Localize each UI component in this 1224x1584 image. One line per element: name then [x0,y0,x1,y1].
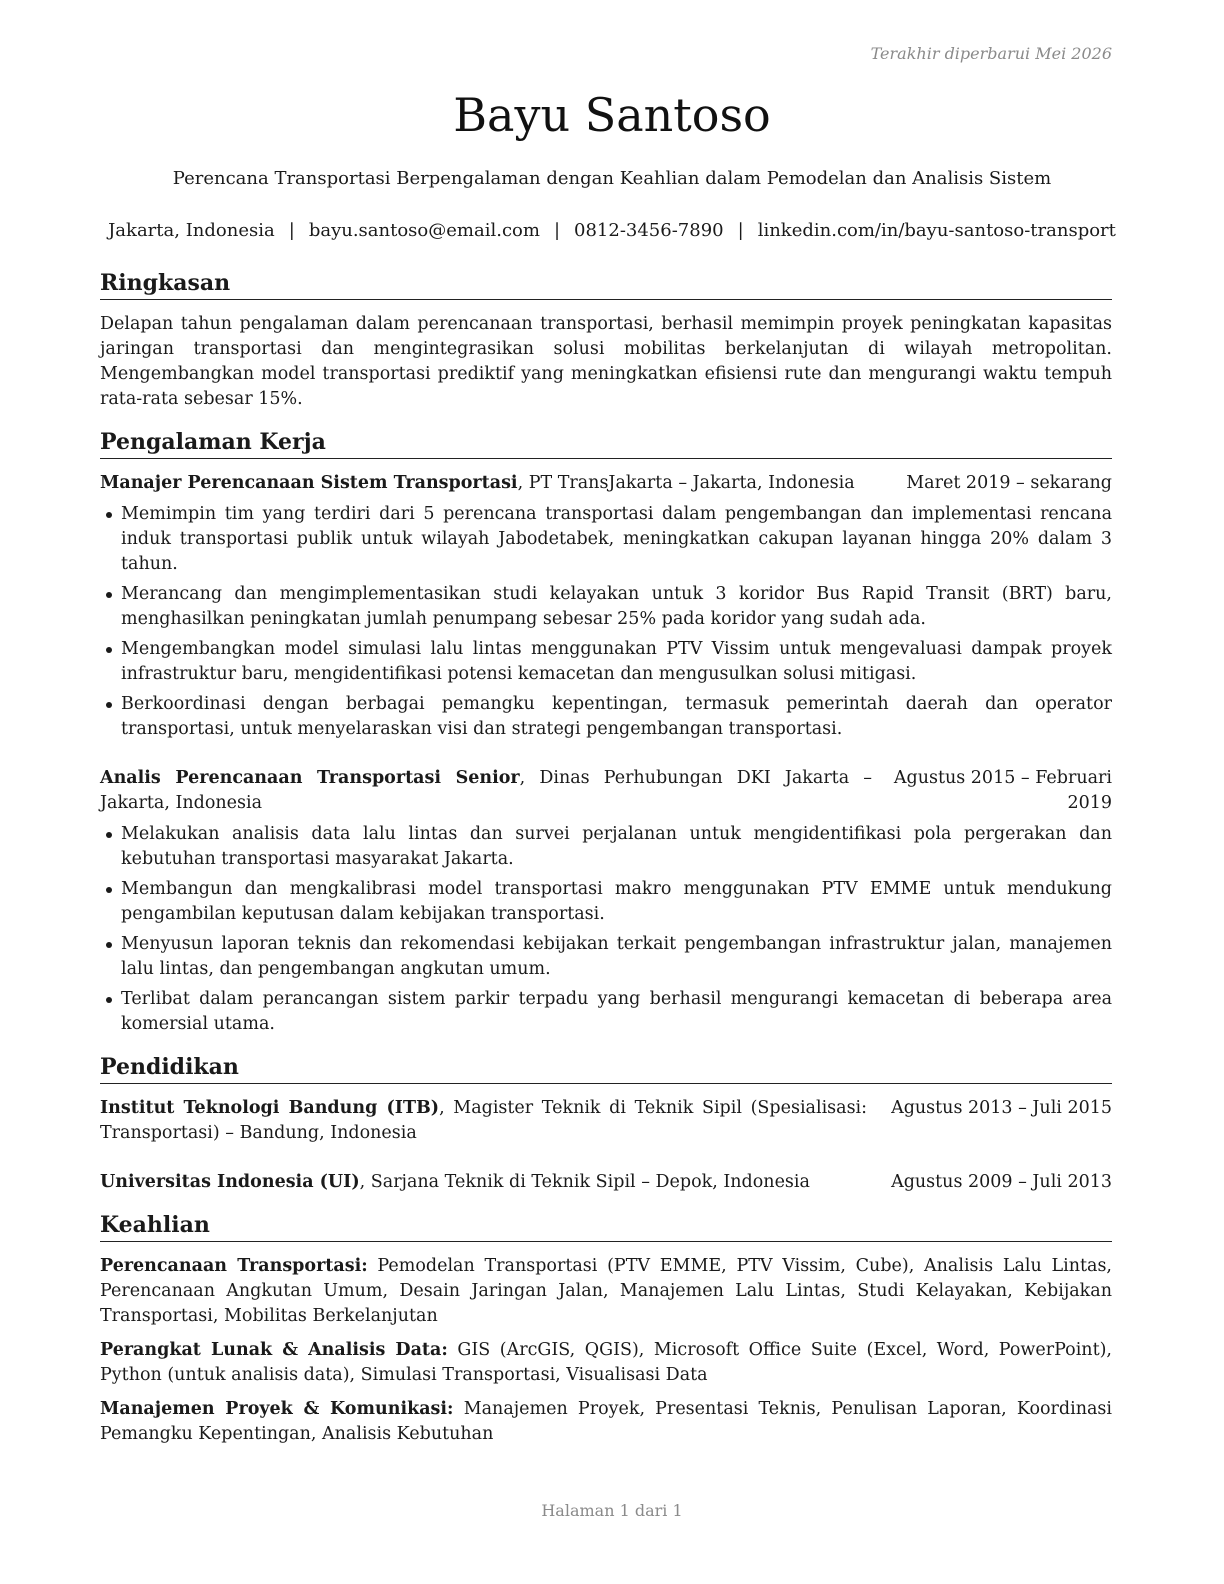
education-degree: , Sarjana Teknik di Teknik Sipil – Depok, Indonesia [359,1172,810,1192]
skill-group [100,1397,1112,1447]
resume-body [100,268,1112,1462]
education-degree: , Magister Teknik di Teknik Sipil (Spesialisasi: Transportasi) – Bandung, Indonesia [100,1098,868,1143]
summary-text: Delapan tahun pengalaman dalam perencanaan transportasi, berhasil memimpin proyek peningkatan kapasitas jaringan transportasi dan mengintegrasikan solusi mobilitas berkelanjutan di wilayah metropolitan. Mengembangkan model transportasi prediktif yang meningkatkan efisiensi rute dan mengurangi waktu tempuh rata-rata sebesar 15%. [100,314,1112,409]
section-heading-skills: Keahlian [100,1210,1112,1242]
job-bullet: Melakukan analisis data lalu lintas dan survei perjalanan untuk mengidentifikasi pola pergerakan dan kebutuhan transportasi masyarakat Jakarta. [100,822,1112,872]
skill-group-label: Manajemen Proyek & Komunikasi: [100,1399,454,1419]
job-title-line [100,471,906,496]
job-entry [100,471,1112,742]
education-title-line [100,1170,891,1195]
job-organization: , Dinas Perhubungan DKI Jakarta – Jakarta, Indonesia [100,768,872,813]
job-bullet: Terlibat dalam perancangan sistem parkir terpadu yang berhasil mengurangi kemacetan di beberapa area komersial utama. [100,987,1112,1037]
job-bullet: Mengembangkan model simulasi lalu lintas menggunakan PTV Vissim untuk mengevaluasi dampak proyek infrastruktur baru, mengidentifikasi potensi kemacetan dan mengusulkan solusi mitigasi. [100,637,1112,687]
education-dates: Agustus 2009 – Juli 2013 [891,1172,1112,1192]
job-organization: , PT TransJakarta – Jakarta, Indonesia [517,473,855,493]
job-entry [100,766,1112,1037]
page-number: Halaman 1 dari 1 [541,1501,683,1520]
skill-group-label: Perencanaan Transportasi: [100,1256,368,1276]
education-section [100,1052,1112,1195]
skill-group-label: Perangkat Lunak & Analisis Data: [100,1340,448,1360]
education-dates: Agustus 2013 – Juli 2015 [891,1098,1112,1118]
contact-separator: | [553,220,561,241]
experience-section [100,427,1112,1037]
contact-separator: | [737,220,744,241]
summary-section [100,268,1112,412]
candidate-name: Bayu Santoso [453,88,771,142]
job-bullet-list [100,822,1112,1037]
education-school: Institut Teknologi Bandung (ITB) [100,1098,440,1118]
contact-line [0,220,1224,241]
skill-group-items: GIS (ArcGIS, QGIS), Microsoft Office Suite (Excel, Word, PowerPoint), Python (untuk analisis data), Simulasi Transportasi, Visualisasi Data [100,1340,1112,1385]
job-bullet: Membangun dan mengkalibrasi model transportasi makro menggunakan PTV EMME untuk mendukung pengambilan keputusan dalam kebijakan transportasi. [100,877,1112,927]
job-bullet: Menyusun laporan teknis dan rekomendasi kebijakan terkait pengembangan infrastruktur jalan, manajemen lalu lintas, dan pengembangan angkutan umum. [100,932,1112,982]
skill-group-items: Pemodelan Transportasi (PTV EMME, PTV Vissim, Cube), Analisis Lalu Lintas, Perencanaan Angkutan Umum, Desain Jaringan Jalan, Manajemen Lalu Lintas, Studi Kelayakan, Kebijakan Transportasi, Mobilitas Berkelanjutan [100,1256,1112,1326]
contact-separator: | [288,220,295,241]
skills-section [100,1210,1112,1447]
job-bullet-list [100,502,1112,742]
contact-linkedin[interactable]: linkedin.com/in/bayu-santoso-transport [757,220,1116,241]
skill-group-items: Manajemen Proyek, Presentasi Teknis, Penulisan Laporan, Koordinasi Pemangku Kepentingan, Analisis Kebutuhan [100,1399,1112,1444]
contact-location: Jakarta, Indonesia [108,220,275,241]
last-updated-note: Terakhir diperbarui Mei 2026 [870,44,1112,63]
job-role: Manajer Perencanaan Sistem Transportasi [100,473,518,493]
job-role: Analis Perencanaan Transportasi Senior [100,768,520,788]
job-title-line [100,766,872,816]
skill-group [100,1338,1112,1388]
job-dates: Maret 2019 – sekarang [906,473,1112,493]
education-entry [100,1096,1112,1146]
skill-group [100,1254,1112,1329]
professional-headline: Perencana Transportasi Berpengalaman dengan Keahlian dalam Pemodelan dan Analisis Sistem [172,168,1052,189]
education-school: Universitas Indonesia (UI) [100,1172,360,1192]
job-bullet: Merancang dan mengimplementasikan studi kelayakan untuk 3 koridor Bus Rapid Transit (BRT) baru, menghasilkan peningkatan jumlah penumpang sebesar 25% pada koridor yang sudah ada. [100,582,1112,632]
section-heading-education: Pendidikan [100,1052,1112,1084]
education-title-line [100,1096,891,1146]
contact-email[interactable]: bayu.santoso@email.com [308,220,540,241]
education-entry [100,1170,1112,1195]
section-heading-experience: Pengalaman Kerja [100,427,1112,459]
job-header [100,471,1112,496]
job-bullet: Berkoordinasi dengan berbagai pemangku kepentingan, termasuk pemerintah daerah dan operator transportasi, untuk menyelaraskan visi dan strategi pengembangan transportasi. [100,692,1112,742]
section-heading-summary: Ringkasan [100,268,1112,300]
job-bullet: Memimpin tim yang terdiri dari 5 perencana transportasi dalam pengembangan dan implementasi rencana induk transportasi publik untuk wilayah Jabodetabek, meningkatkan cakupan layanan hingga 20% dalam 3 tahun. [100,502,1112,577]
job-dates: Agustus 2015 – Februari 2019 [893,768,1112,813]
contact-phone[interactable]: 0812-3456-7890 [574,220,724,241]
job-header [100,766,1112,816]
